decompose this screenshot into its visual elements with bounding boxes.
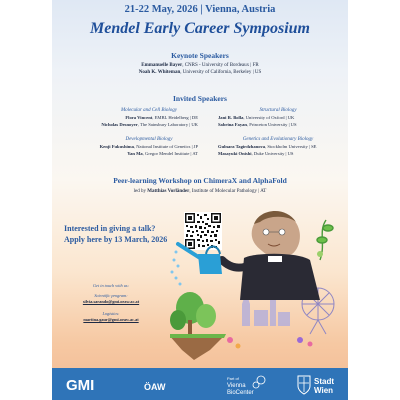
group-title-molecular: Molecular and Cell Biology bbox=[121, 108, 177, 113]
program-email[interactable]: silvia.sarando@gmi.oeaw.ac.at bbox=[82, 299, 140, 304]
invited-speaker: Flora Vincent, EMBL Heidelberg | DE bbox=[125, 115, 198, 120]
keynote-speaker: Noah K. Whiteman, University of California, Berkeley | US bbox=[138, 70, 262, 75]
group-title-genetics: Genetics and Evolutionary Biology bbox=[242, 137, 314, 142]
keynote-speaker: Emmanuelle Bayer, CNRS - University of Bordeaux | FR bbox=[141, 63, 259, 68]
gmi-logo[interactable] bbox=[66, 374, 98, 394]
footer bbox=[52, 368, 348, 400]
watering-can-icon bbox=[178, 244, 222, 274]
svg-text:Part of: Part of bbox=[227, 376, 239, 381]
cta-line-2: Apply here by 13 March, 2026 bbox=[64, 235, 168, 244]
pea-plant bbox=[317, 220, 333, 260]
logistics-label: Logistics: bbox=[102, 311, 120, 316]
poster bbox=[52, 0, 348, 400]
stadt-wien-logo[interactable] bbox=[297, 374, 342, 396]
invited-speaker: Nicholas Desnoyer, The Sainsbury Laboratory | UK bbox=[101, 122, 198, 127]
svg-text:ÖAW: ÖAW bbox=[144, 382, 166, 392]
trees bbox=[170, 292, 216, 334]
event-date-location: 21-22 May, 2026 | Vienna, Austria bbox=[124, 4, 276, 15]
mendel-illustration bbox=[170, 200, 348, 370]
oaw-logo[interactable] bbox=[142, 376, 172, 394]
workshop-leader: led by Matthias Vorländer, Institute of Molecular Pathology | AT bbox=[133, 189, 267, 194]
svg-text:Vienna: Vienna bbox=[227, 383, 246, 389]
group-title-structural: Structural Biology bbox=[259, 108, 297, 113]
program-label: Scientific program: bbox=[94, 293, 128, 298]
water-drops bbox=[171, 251, 182, 286]
keynote-heading: Keynote Speakers bbox=[171, 51, 229, 60]
event-title: Mendel Early Career Symposium bbox=[89, 20, 310, 37]
workshop-heading: Peer-learning Workshop on ChimeraX and AlphaFold bbox=[113, 176, 287, 185]
mendel-figure bbox=[222, 211, 320, 300]
invited-heading: Invited Speakers bbox=[173, 94, 227, 103]
invited-speaker: Masayuki Onishi, Duke University | US bbox=[218, 151, 294, 156]
invited-speaker: Sabrina Fayan, Princeton University | US bbox=[218, 122, 297, 127]
contact-heading: Get in touch with us: bbox=[92, 283, 130, 288]
invited-speaker: Kenji Fukushima, National Institute of Genetics | JP bbox=[99, 144, 198, 149]
logistics-email[interactable]: martina.gaur@gmi.oeaw.ac.at bbox=[83, 317, 139, 322]
invited-speaker: Yan Ma, Gregor Mendel Institute | AT bbox=[127, 151, 198, 156]
invited-speaker: Gulnara Tagirdzhanova, Stockholm University | SE bbox=[218, 144, 317, 149]
group-title-developmental: Developmental Biology bbox=[125, 137, 173, 142]
svg-text:GMI: GMI bbox=[66, 377, 95, 394]
floating-island bbox=[170, 334, 226, 360]
flowers bbox=[227, 337, 313, 349]
vienna-biocenter-logo[interactable] bbox=[227, 374, 267, 396]
svg-text:BioCenter: BioCenter bbox=[227, 390, 254, 396]
cta-line-1: Interested in giving a talk? bbox=[64, 224, 156, 233]
svg-text:Stadt: Stadt bbox=[314, 377, 334, 386]
invited-speaker: Jani R. Bolla, University of Oxford | UK bbox=[218, 115, 295, 120]
svg-text:Wien: Wien bbox=[314, 386, 334, 395]
